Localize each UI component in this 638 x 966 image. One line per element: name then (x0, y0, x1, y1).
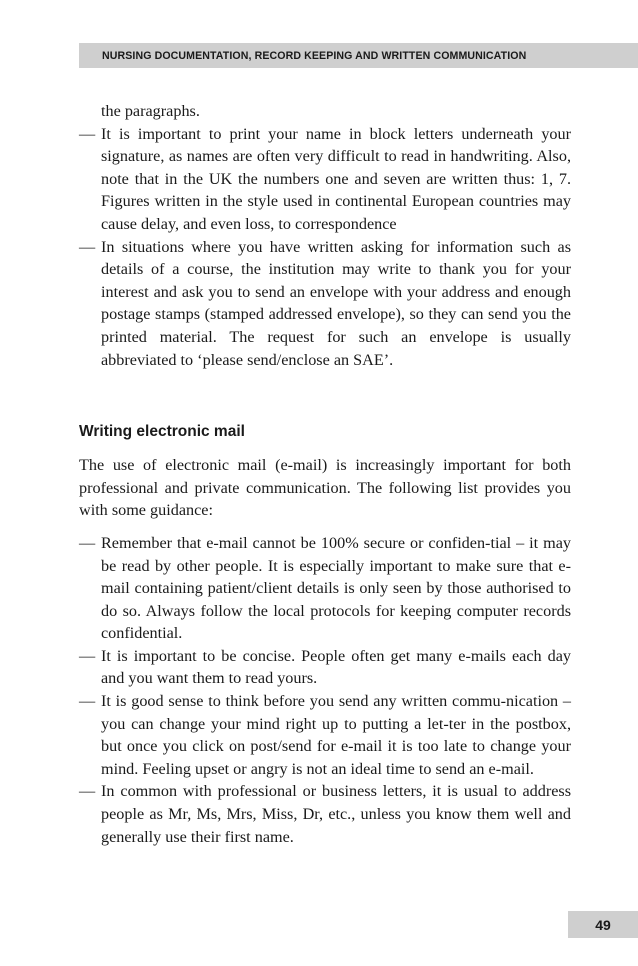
list-item (79, 645, 571, 690)
continuation-text: the paragraphs. (101, 102, 200, 120)
page-number: 49 (595, 916, 611, 933)
section-heading: Writing electronic mail (79, 423, 245, 441)
em-dash-marker: — (79, 124, 96, 143)
list-item-text: Remember that e-mail cannot be 100% secure or confiden-tial – it may be read by other people. It is especially important to make sure that e-mail containing patient/client details is only seen by those authorised to do so. Always follow the local protocols for keeping computer records confidential. (101, 533, 571, 643)
running-title: NURSING DOCUMENTATION, RECORD KEEPING AND WRITTEN COMMUNICATION (102, 49, 527, 62)
em-dash-marker: — (79, 533, 96, 552)
list-item-text: It is important to be concise. People often get many e-mails each day and you want them to read yours. (101, 646, 571, 688)
list-item-text: It is important to print your name in block letters underneath your signature, as names are often very difficult to read in handwriting. Also, note that in the UK the numbers one and seven are written thus: 1, 7. Figures written in the style used in continental European countries may cause delay, and even loss, to correspondence (101, 124, 571, 233)
list-item (79, 780, 571, 848)
page-body (79, 100, 571, 848)
list-item (79, 123, 571, 236)
list-item (79, 532, 571, 645)
page-number-box (568, 911, 638, 938)
list-item-text: In situations where you have written asking for information such as details of a course, the institution may write to thank you for your interest and ask you to send an envelope with your address and enough postage stamps (stamped addressed envelope), so they can send you the printed material. The request for such an envelope is usually abbreviated to ‘please send/enclose an SAE’. (101, 237, 571, 369)
list-item (79, 236, 571, 372)
intro-paragraph: The use of electronic mail (e-mail) is increasingly important for both professional and private communication. The following list provides you with some guidance: (79, 456, 571, 520)
list-item-text: It is good sense to think before you send any written commu-nication – you can change your mind right up to putting a let-ter in the postbox, but once you click on post/send for e-mail it is too late to change your mind. Feeling upset or angry is not an ideal time to send an e-mail. (101, 692, 571, 778)
em-dash-marker: — (79, 782, 96, 801)
running-header (79, 43, 638, 68)
em-dash-marker: — (79, 646, 96, 665)
em-dash-marker: — (79, 237, 96, 256)
em-dash-marker: — (79, 692, 96, 711)
list-item (79, 690, 571, 780)
list-item-text: In common with professional or business letters, it is usual to address people as Mr, Ms, Mrs, Miss, Dr, etc., unless you know them well and generally use their first name. (101, 782, 571, 846)
